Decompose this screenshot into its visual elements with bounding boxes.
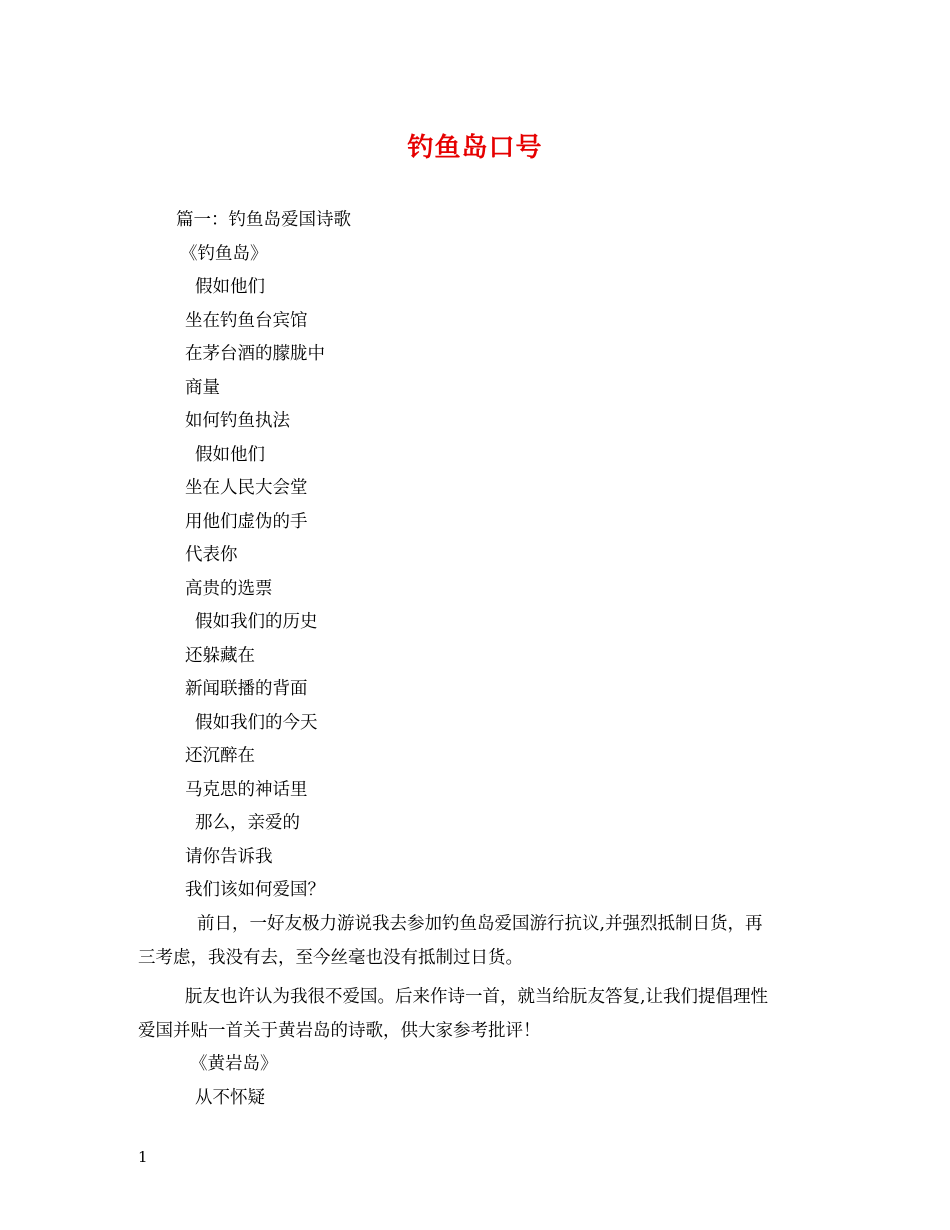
poem-line: 如何钓鱼执法 [185,411,290,431]
poem-line: 坐在人民大会堂 [185,478,308,498]
poem-line: 请你告诉我 [185,847,273,867]
poem-line: 用他们虚伪的手 [185,512,308,532]
poem-line: 马克思的神话里 [185,780,308,800]
poem-line: 假如我们的历史 [195,612,318,632]
poem-line: 我们该如何爱国？ [185,880,325,900]
poem-title: 《钓鱼岛》 [180,244,268,264]
poem-line: 新闻联播的背面 [185,679,308,699]
section-heading: 篇一：钓鱼岛爱国诗歌 [176,210,351,230]
poem-title: 《黄岩岛》 [190,1054,278,1074]
poem-line: 在茅台酒的朦胧中 [185,344,325,364]
poem-line: 商量 [185,378,220,398]
poem-line: 从不怀疑 [195,1088,265,1108]
poem-line: 高贵的选票 [185,579,273,599]
paragraph-line: 爱国并贴一首关于黄岩岛的诗歌，供大家参考批评！ [138,1021,541,1041]
page-title: 钓鱼岛口号 [407,133,543,163]
paragraph-line: 前日，一好友极力游说我去参加钓鱼岛爱国游行抗议,并强烈抵制日货，再 [197,914,763,934]
poem-line: 那么，亲爱的 [195,813,300,833]
poem-line: 还躲藏在 [185,646,255,666]
paragraph-line: 三考虑，我没有去，至今丝毫也没有抵制过日货。 [138,948,523,968]
paragraph-line: 朊友也许认为我很不爱国。后来作诗一首，就当给朊友答复,让我们提倡理性 [185,987,769,1007]
poem-line: 假如他们 [195,445,265,465]
poem-line: 假如他们 [195,277,265,297]
poem-line: 坐在钓鱼台宾馆 [185,311,308,331]
poem-line: 还沉醉在 [185,746,255,766]
page-number: 1 [138,1148,148,1166]
poem-line: 假如我们的今天 [195,713,318,733]
poem-line: 代表你 [185,545,238,565]
